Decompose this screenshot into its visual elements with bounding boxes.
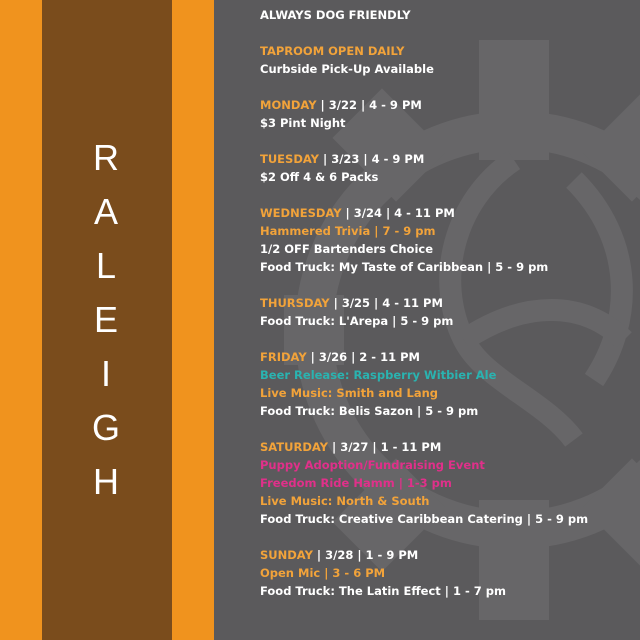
puppy-event: Puppy Adoption/Fundraising Event: [260, 458, 485, 472]
open-mic-event: Open Mic | 3 - 6 PM: [260, 566, 386, 580]
city-letter: L: [95, 245, 119, 286]
event-line: $2 Off 4 & 6 Packs: [260, 170, 379, 184]
event-line: Food Truck: The Latin Effect | 1 - 7 pm: [260, 584, 506, 598]
live-music-event: Live Music: North & South: [260, 494, 430, 508]
day-label: THURSDAY: [260, 296, 330, 310]
beer-release-event: Beer Release: Raspberry Witbier Ale: [260, 368, 497, 382]
event-line: $3 Pint Night: [260, 116, 346, 130]
city-letter: E: [93, 299, 120, 340]
saturday-heading: [260, 438, 630, 456]
event-line: 1/2 OFF Bartenders Choice: [260, 242, 434, 256]
day-label: TUESDAY: [260, 152, 319, 166]
event-line: Food Truck: My Taste of Caribbean | 5 - 9 pm: [260, 260, 549, 274]
ride-event: Freedom Ride Hamm | 1-3 pm: [260, 476, 452, 490]
city-letter: R: [93, 137, 121, 178]
day-info: | 3/23 | 4 - 9 PM: [319, 152, 425, 166]
friday-heading: [260, 348, 630, 366]
city-letter: I: [100, 353, 113, 394]
sunday-heading: [260, 546, 630, 564]
day-label: SATURDAY: [260, 440, 329, 454]
day-info: | 3/28 | 1 - 9 PM: [312, 548, 419, 562]
dog-friendly-note: ALWAYS DOG FRIENDLY: [260, 8, 411, 22]
event-line: Food Truck: Creative Caribbean Catering | 5 - 9 pm: [260, 512, 589, 526]
tuesday-heading: [260, 150, 630, 168]
live-music-event: Live Music: Smith and Lang: [260, 386, 438, 400]
day-label: WEDNESDAY: [260, 206, 342, 220]
thursday-heading: [260, 294, 630, 312]
city-letter: G: [91, 407, 122, 448]
day-label: SUNDAY: [260, 548, 313, 562]
city-letter: H: [93, 461, 121, 502]
day-label: FRIDAY: [260, 350, 307, 364]
city-name: [42, 0, 172, 640]
curbside-note: Curbside Pick-Up Available: [260, 62, 434, 76]
orange-stripe-left: [0, 0, 42, 640]
day-info: | 3/27 | 1 - 11 PM: [328, 440, 442, 454]
day-info: | 3/26 | 2 - 11 PM: [306, 350, 420, 364]
wednesday-heading: [260, 204, 630, 222]
day-info: | 3/25 | 4 - 11 PM: [329, 296, 443, 310]
day-label: MONDAY: [260, 98, 317, 112]
orange-stripe-right: [172, 0, 214, 640]
day-info: | 3/22 | 4 - 9 PM: [316, 98, 422, 112]
day-info: | 3/24 | 4 - 11 PM: [341, 206, 455, 220]
event-line: Food Truck: L'Arepa | 5 - 9 pm: [260, 314, 454, 328]
trivia-event: Hammered Trivia | 7 - 9 pm: [260, 224, 436, 238]
schedule: [260, 6, 630, 600]
event-line: Food Truck: Belis Sazon | 5 - 9 pm: [260, 404, 479, 418]
taproom-title: TAPROOM OPEN DAILY: [260, 44, 405, 58]
city-letter: A: [93, 191, 120, 232]
monday-heading: [260, 96, 630, 114]
